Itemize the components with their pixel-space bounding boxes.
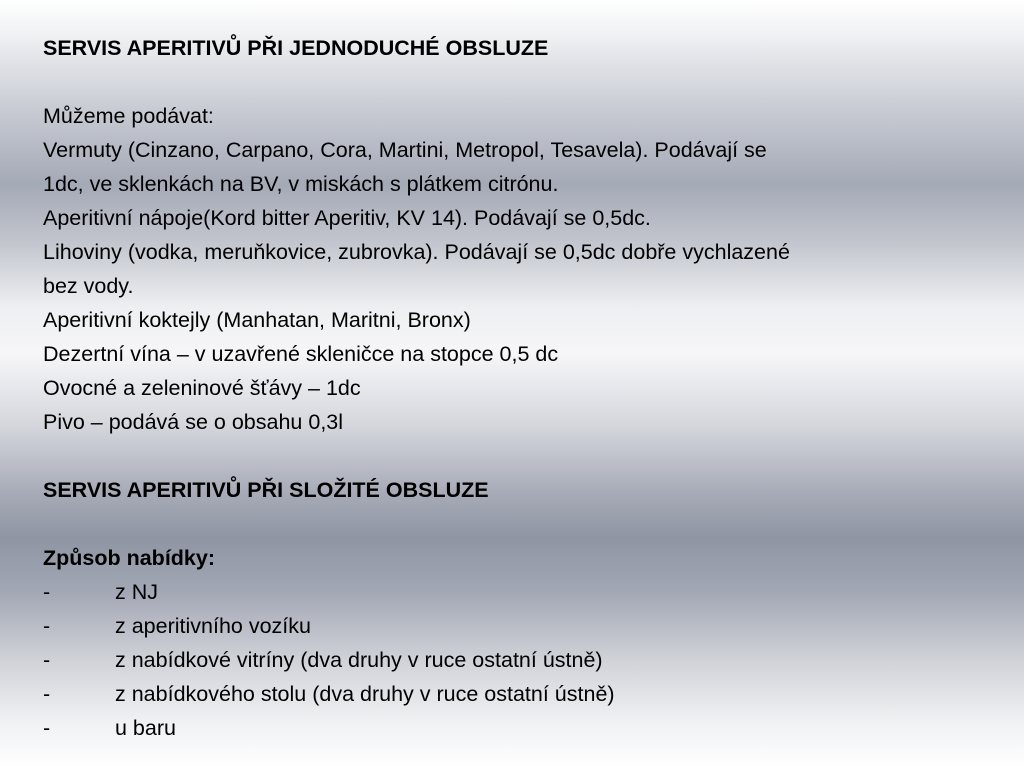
section1-intro: Můžeme podávat: <box>43 104 214 128</box>
section1-line: Ovocné a zeleninové šťávy – 1dc <box>43 376 361 400</box>
section1-line: Vermuty (Cinzano, Carpano, Cora, Martini, Metropol, Tesavela). Podávají se <box>43 138 767 162</box>
section1-line: Lihoviny (vodka, meruňkovice, zubrovka). Podávají se 0,5dc dobře vychlazené <box>43 240 790 264</box>
bullet-item <box>43 643 993 677</box>
section1-line: Dezertní vína – v uzavřené skleničce na stopce 0,5 dc <box>43 342 559 366</box>
bullet-dash: - <box>43 580 51 604</box>
bullet-item <box>43 609 993 643</box>
bullet-dash: - <box>43 648 51 672</box>
section2-subheading: Způsob nabídky: <box>43 546 215 570</box>
bullet-text: z nabídkového stolu (dva druhy v ruce ostatní ústně) <box>115 682 615 706</box>
bullet-item <box>43 575 993 609</box>
section1-line: Aperitivní nápoje(Kord bitter Aperitiv, KV 14). Podávají se 0,5dc. <box>43 206 651 230</box>
bullet-text: u baru <box>115 716 176 740</box>
bullet-text: z aperitivního vozíku <box>115 614 311 638</box>
bullet-text: z NJ <box>115 580 158 604</box>
section1-line: 1dc, ve sklenkách na BV, v miskách s plátkem citrónu. <box>43 172 559 196</box>
spacer <box>43 65 993 99</box>
bullet-dash: - <box>43 716 51 740</box>
section1-line: Pivo – podává se o obsahu 0,3l <box>43 410 344 434</box>
slide-content <box>43 31 993 745</box>
bullet-dash: - <box>43 682 51 706</box>
spacer <box>43 507 993 541</box>
bullet-text: z nabídkové vitríny (dva druhy v ruce ostatní ústně) <box>115 648 603 672</box>
bullet-item <box>43 711 993 745</box>
section1-heading: SERVIS APERITIVŮ PŘI JEDNODUCHÉ OBSLUZE <box>43 36 549 60</box>
section2-heading: SERVIS APERITIVŮ PŘI SLOŽITÉ OBSLUZE <box>43 478 489 502</box>
section1-line: bez vody. <box>43 274 134 298</box>
bullet-item <box>43 677 993 711</box>
spacer <box>43 439 993 473</box>
section1-line: Aperitivní koktejly (Manhatan, Maritni, Bronx) <box>43 308 471 332</box>
bullet-dash: - <box>43 614 51 638</box>
